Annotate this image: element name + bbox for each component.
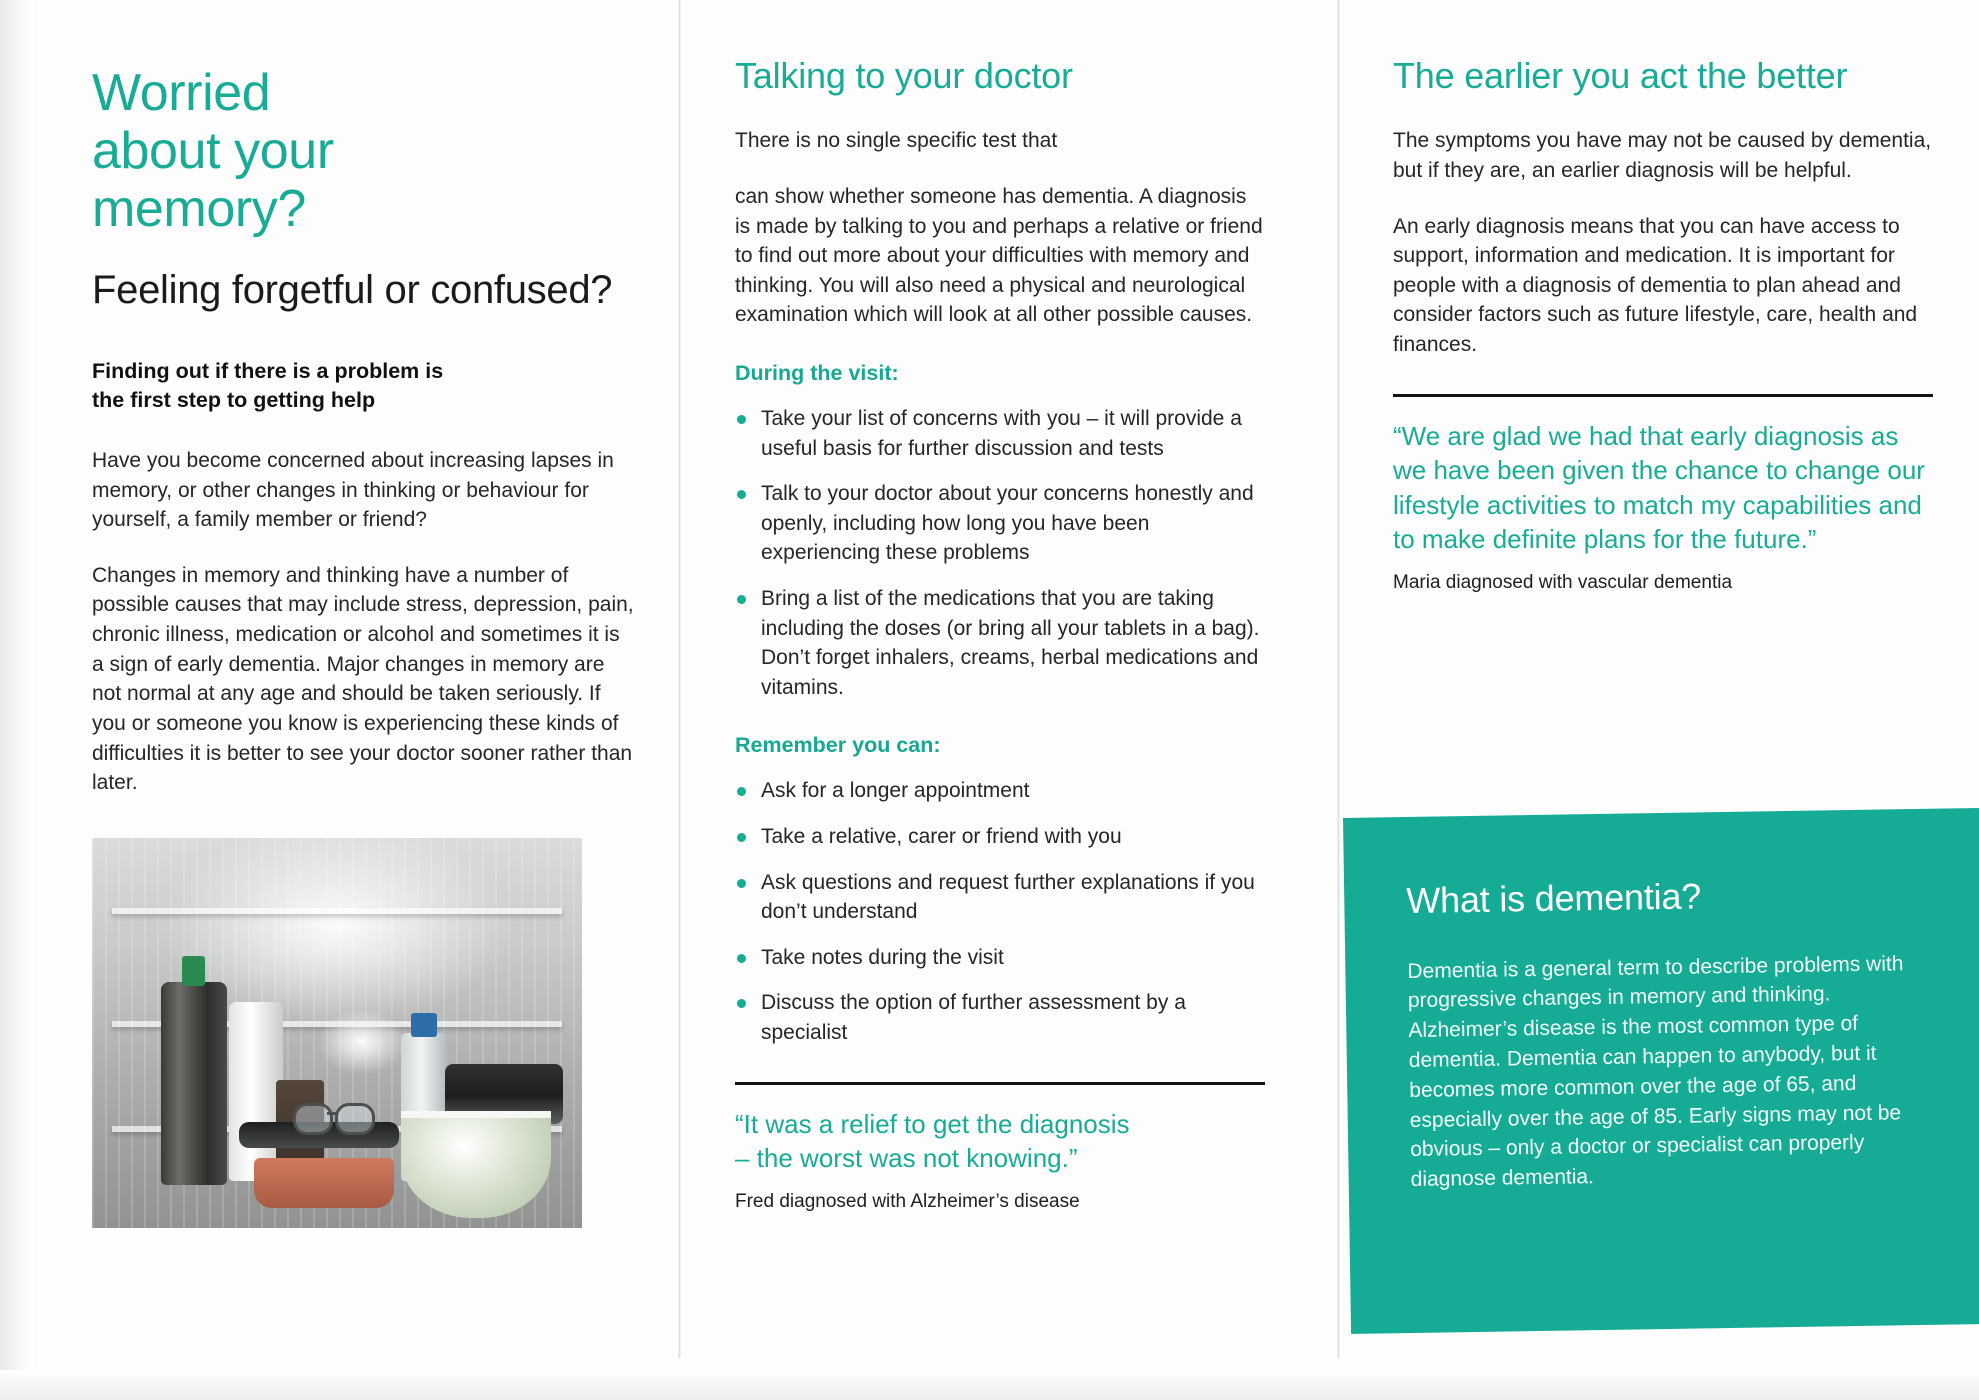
page-title-line-1: Worried xyxy=(92,64,271,122)
list-item-text: Ask questions and request further explanations if you don’t understand xyxy=(761,870,1255,924)
bullet-dot-icon xyxy=(737,833,746,842)
middle-divider-rule xyxy=(735,1082,1265,1085)
what-is-dementia-body: Dementia is a general term to describe problems with progressive changes in memory and thinking. Alzheimer’s disease is the most common type of dementia. Dementia can happen to anybody, but it becomes more common over the age of 65, and especially over the age of 85. Early signs may not be obvious – only a doctor or specialist can properly diagnose dementia. xyxy=(1407,951,1904,1192)
list-item-text: Take notes during the visit xyxy=(761,945,1004,969)
bullet-dot-icon xyxy=(737,999,746,1008)
lead-statement-line-2: the first step to getting help xyxy=(92,388,376,413)
list-item xyxy=(735,943,1265,973)
what-is-dementia-title: What is dementia? xyxy=(1405,875,1702,922)
list-item xyxy=(735,988,1265,1047)
fridge-shelf-top xyxy=(112,908,563,914)
bullet-dot-icon xyxy=(737,415,746,424)
list-item-text: Take your list of concerns with you – it will provide a useful basis for further discussion and tests xyxy=(761,406,1242,460)
list-item-text: Discuss the option of further assessment by a specialist xyxy=(761,991,1186,1044)
list-item-text: Bring a list of the medications that you are taking including the doses (or bring all your tablets in a bag). Don’t forget inhalers, creams, herbal medications and vitamins. xyxy=(761,586,1260,699)
column-middle xyxy=(735,56,1265,1214)
during-the-visit-list xyxy=(735,404,1265,702)
middle-intro-line: There is no single specific test that xyxy=(735,129,1058,153)
list-item xyxy=(735,868,1265,927)
middle-testimonial-quote xyxy=(735,1107,1265,1176)
subheading-during-the-visit: During the visit: xyxy=(735,360,899,385)
list-item xyxy=(735,404,1265,463)
subheading-remember-you-can: Remember you can: xyxy=(735,733,941,758)
spectacle-lens-right xyxy=(335,1103,375,1135)
column-right xyxy=(1393,56,1933,596)
list-item-text: Ask for a longer appointment xyxy=(761,779,1030,803)
page-subtitle: Feeling forgetful or confused? xyxy=(92,267,613,312)
middle-heading: Talking to your doctor xyxy=(735,55,1073,96)
right-paragraph-1: The symptoms you have may not be caused by dementia, but if they are, an earlier diagnosis will be helpful. xyxy=(1393,129,1932,182)
left-paragraph-2: Changes in memory and thinking have a number of possible causes that may include stress, depression, pain, chronic illness, medication or alcohol and sometimes it is a sign of early dementia. Major changes in memory are not normal at any age and should be taken seriously. If you or someone you know is experiencing these kinds of difficulties it is better to see your doctor sooner rather than later. xyxy=(92,563,634,795)
green-bowl xyxy=(401,1111,551,1218)
list-item xyxy=(735,822,1265,852)
photo-light-glare xyxy=(317,1009,407,1075)
middle-testimonial-attribution: Fred diagnosed with Alzheimer’s disease xyxy=(735,1190,1080,1212)
right-heading: The earlier you act the better xyxy=(1393,55,1848,96)
list-item xyxy=(735,776,1265,806)
list-item xyxy=(735,584,1265,702)
bullet-dot-icon xyxy=(737,879,746,888)
page-title xyxy=(92,64,637,239)
bullet-dot-icon xyxy=(737,787,746,796)
column-left xyxy=(92,56,637,1228)
bullet-dot-icon xyxy=(737,954,746,963)
remember-you-can-list xyxy=(735,776,1265,1047)
left-paragraph-1: Have you become concerned about increasing lapses in memory, or other changes in thinking or behaviour for yourself, a family member or friend? xyxy=(92,449,614,532)
bullet-dot-icon xyxy=(737,595,746,604)
middle-paragraph: can show whether someone has dementia. A diagnosis is made by talking to you and perhaps a relative or friend to find out more about your difficulties with memory and thinking. You will also need a physical and neurological examination which will look at all other possible causes. xyxy=(735,184,1263,327)
dark-bottle xyxy=(161,982,227,1185)
page-title-line-2: about your xyxy=(92,122,334,181)
lead-statement-line-1: Finding out if there is a problem is xyxy=(92,358,444,383)
right-paragraph-2: An early diagnosis means that you can have access to support, information and medication. It is important for people with a diagnosis of dementia to plan ahead and consider factors such as future lifestyle, care, health and finances. xyxy=(1393,214,1918,356)
middle-quote-line-1: “It was a relief to get the diagnosis xyxy=(735,1108,1130,1139)
what-is-dementia-panel-content xyxy=(1343,808,1979,1196)
list-item-text: Take a relative, carer or friend with you xyxy=(761,824,1122,848)
list-item-text: Talk to your doctor about your concerns honestly and openly, including how long you have been experiencing these problems xyxy=(761,482,1254,565)
orange-pan xyxy=(254,1158,394,1208)
right-testimonial-quote: “We are glad we had that early diagnosis as we have been given the chance to change our lifestyle activities to match my capabilities and to make definite plans for the future.” xyxy=(1393,420,1925,555)
refrigerator-photo xyxy=(92,838,582,1228)
list-item xyxy=(735,479,1265,568)
lead-statement xyxy=(92,357,637,416)
right-divider-rule xyxy=(1393,394,1933,397)
what-is-dementia-panel xyxy=(1343,808,1979,1334)
spectacles-icon xyxy=(293,1103,389,1131)
middle-quote-line-2: – the worst was not knowing.” xyxy=(735,1143,1078,1174)
page-title-line-3: memory? xyxy=(92,180,306,239)
spectacle-lens-left xyxy=(293,1103,333,1135)
right-testimonial-attribution: Maria diagnosed with vascular dementia xyxy=(1393,571,1733,593)
bullet-dot-icon xyxy=(737,490,746,499)
